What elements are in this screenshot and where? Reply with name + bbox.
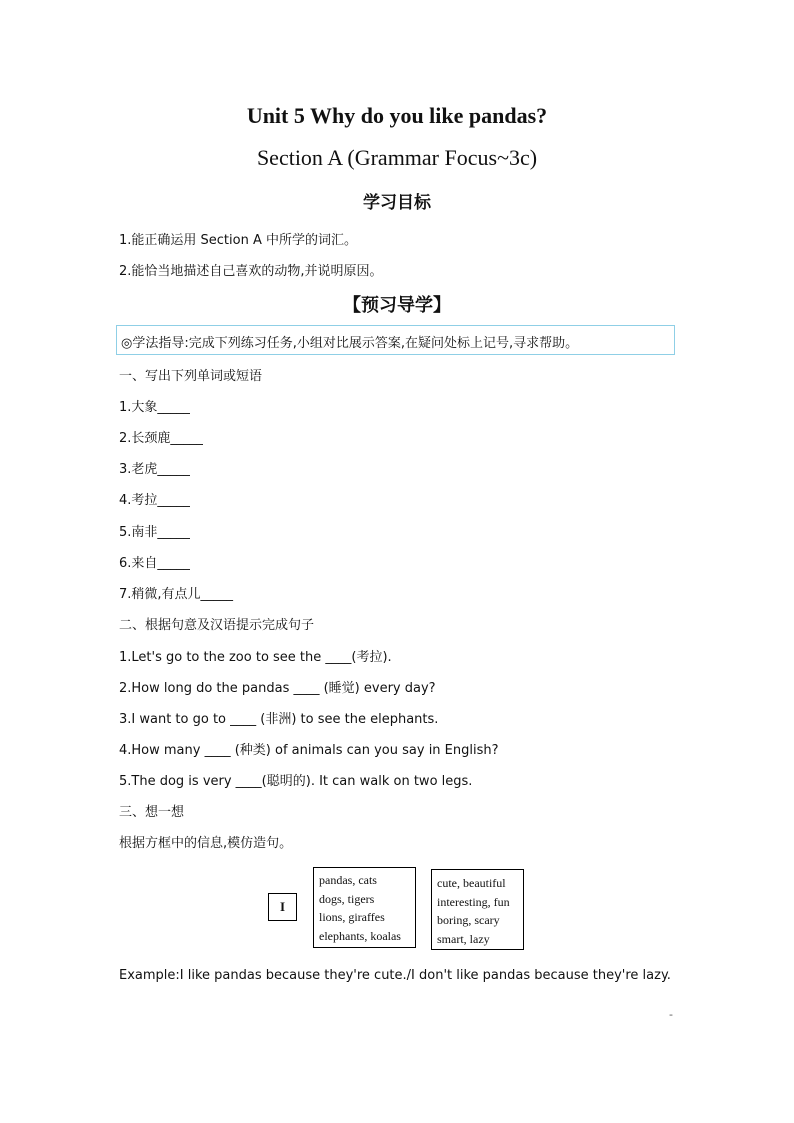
animals-box xyxy=(313,867,416,948)
animals-box-line: elephants, koalas xyxy=(319,928,401,943)
vocab-item: 1.大象_____ xyxy=(119,400,190,415)
adjectives-box-line: smart, lazy xyxy=(437,931,490,946)
preview-heading: 【预习导学】 xyxy=(343,295,451,316)
page-subtitle: Section A (Grammar Focus~3c) xyxy=(256,145,538,170)
vocab-item: 4.考拉_____ xyxy=(119,493,190,508)
footer-mark: - xyxy=(669,1008,673,1021)
vocab-item: 2.长颈鹿_____ xyxy=(119,431,203,446)
sentence-item: 3.I want to go to ____ (非洲) to see the elephants. xyxy=(119,712,439,727)
goal-item: 1.能正确运用 Section A 中所学的词汇。 xyxy=(119,233,357,248)
sentence-item: 1.Let's go to the zoo to see the ____(考拉). xyxy=(119,650,392,665)
sentence-item: 4.How many ____ (种类) of animals can you say in English? xyxy=(119,743,499,758)
vocab-item: 7.稍微,有点儿_____ xyxy=(119,587,234,602)
adjectives-box-line: interesting, fun xyxy=(437,894,510,909)
section-heading: 一、写出下列单词或短语 xyxy=(119,369,263,384)
example-sentence: Example:I like pandas because they're cute./I don't like pandas because they're lazy. xyxy=(119,968,671,983)
page-title: Unit 5 Why do you like pandas? xyxy=(246,103,548,128)
vocab-item: 5.南非_____ xyxy=(119,525,190,540)
vocab-item: 3.老虎_____ xyxy=(119,462,190,477)
study-tip-box: ◎学法指导:完成下列练习任务,小组对比展示答案,在疑问处标上记号,寻求帮助。 xyxy=(116,325,675,355)
adjectives-box-line: boring, scary xyxy=(437,913,500,927)
vocab-item: 6.来自_____ xyxy=(119,556,190,571)
animals-box-line: dogs, tigers xyxy=(319,891,375,906)
animals-box-line: lions, giraffes xyxy=(319,910,385,924)
section-heading: 三、想一想 xyxy=(119,805,185,820)
goal-item: 2.能恰当地描述自己喜欢的动物,并说明原因。 xyxy=(119,264,383,279)
section-heading: 二、根据句意及汉语提示完成句子 xyxy=(119,618,315,633)
learning-goals-heading: 学习目标 xyxy=(363,193,431,213)
animals-box-line: pandas, cats xyxy=(319,873,377,887)
section-instruction: 根据方框中的信息,模仿造句。 xyxy=(119,836,293,851)
sentence-item: 2.How long do the pandas ____ (睡觉) every day? xyxy=(119,681,436,696)
sentence-item: 5.The dog is very ____(聪明的). It can walk on two legs. xyxy=(119,774,473,789)
subject-box: I xyxy=(268,893,297,921)
adjectives-box xyxy=(431,869,524,950)
adjectives-box-line: cute, beautiful xyxy=(437,876,506,890)
